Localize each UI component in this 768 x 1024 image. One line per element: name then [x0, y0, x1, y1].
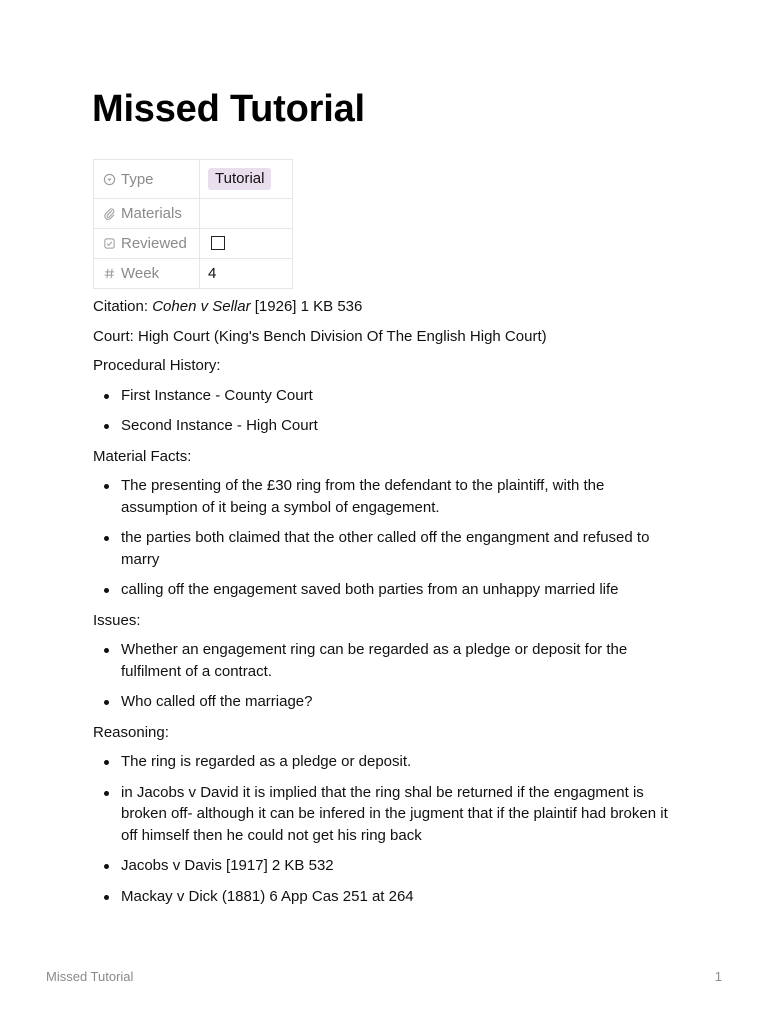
citation-case-name: Cohen v Sellar: [152, 298, 251, 315]
material-facts-heading: Material Facts:: [93, 447, 192, 465]
property-key-label: Week: [121, 265, 160, 282]
checkbox-icon: [103, 237, 116, 250]
reviewed-checkbox[interactable]: [211, 236, 225, 250]
property-row-materials: [94, 199, 293, 229]
list-item: in Jacobs v David it is implied that the ring shal be returned if the engagment is broken off- although it can be infered in the jugment that if the plaintif had broken it off himself then he could not get his ring back: [93, 782, 693, 847]
select-icon: [103, 173, 116, 186]
list-item: The ring is regarded as a pledge or deposit.: [93, 751, 693, 773]
issues-heading: Issues:: [93, 611, 141, 629]
procedural-history-list: [93, 385, 693, 437]
property-row-type: [94, 160, 293, 199]
property-key-label: Materials: [121, 205, 182, 222]
procedural-history-heading: Procedural History:: [93, 357, 221, 374]
property-key-label: Type: [121, 170, 154, 188]
reasoning-heading: Reasoning:: [93, 723, 169, 741]
list-item: Whether an engagement ring can be regarded as a pledge or deposit for the fulfilment of a contract.: [93, 639, 693, 682]
material-facts-list: [93, 475, 693, 601]
footer-title: Missed Tutorial: [46, 969, 134, 984]
property-key-week: [94, 259, 200, 289]
week-value: 4: [208, 265, 217, 282]
hash-icon: [103, 267, 116, 280]
citation-label: Citation:: [93, 298, 153, 315]
citation-line: [93, 296, 693, 318]
property-value-reviewed: [200, 229, 293, 259]
type-tag[interactable]: Tutorial: [208, 168, 271, 190]
list-item: Who called off the marriage?: [93, 691, 693, 713]
list-item: calling off the engagement saved both parties from an unhappy married life: [93, 579, 693, 601]
footer-page-number: 1: [714, 969, 722, 984]
list-item: The presenting of the £30 ring from the defendant to the plaintiff, with the assumption of it being a symbol of engagement.: [93, 475, 693, 518]
list-item: First Instance - County Court: [93, 385, 693, 407]
issues-list: [93, 639, 693, 713]
list-item: the parties both claimed that the other called off the engangment and refused to marry: [93, 527, 693, 570]
list-item: Jacobs v Davis [1917] 2 KB 532: [93, 855, 693, 877]
properties-table: [93, 159, 293, 289]
citation-reference: [1926] 1 KB 536: [250, 298, 363, 315]
property-value-week[interactable]: [200, 259, 293, 289]
list-item: Mackay v Dick (1881) 6 App Cas 251 at 264: [93, 886, 693, 908]
property-value-materials[interactable]: [200, 199, 293, 229]
property-row-week: [94, 259, 293, 289]
reasoning-list: [93, 751, 693, 907]
property-key-label: Reviewed: [121, 235, 187, 252]
property-row-reviewed: [94, 229, 293, 259]
paperclip-icon: [103, 207, 116, 220]
court-line: Court: High Court (King's Bench Division Of The English High Court): [93, 327, 547, 345]
list-item: Second Instance - High Court: [93, 415, 693, 437]
property-key-reviewed: [94, 229, 200, 259]
page-title: Missed Tutorial: [92, 88, 365, 130]
document-body: [93, 296, 693, 916]
property-key-materials: [94, 199, 200, 229]
property-value-type[interactable]: [200, 160, 293, 199]
property-key-type: [94, 160, 200, 199]
